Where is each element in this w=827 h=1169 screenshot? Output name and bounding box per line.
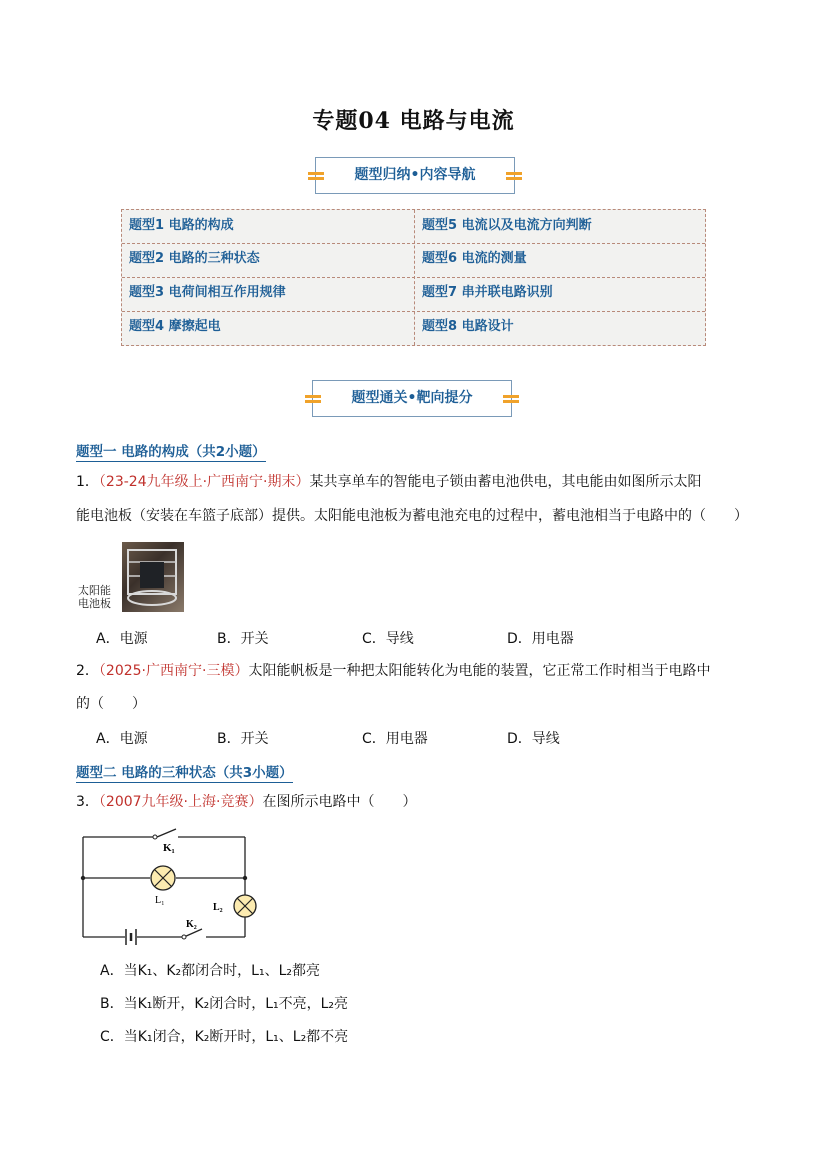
page-title: 专题04 电路与电流 — [312, 108, 515, 134]
circuit-diagram — [78, 825, 263, 945]
photo-caption-line: 电池板 — [78, 597, 111, 610]
q3-option-b[interactable]: B．当K₁断开，K₂闭合时，L₁不亮，L₂亮 — [100, 996, 349, 1012]
label-k2: K₂ — [186, 919, 197, 930]
q1-option-d[interactable]: D．用电器 — [507, 631, 574, 647]
photo-caption-line: 太阳能 — [78, 584, 111, 597]
bike-basket-image — [122, 542, 184, 612]
lamp-l1 — [151, 866, 175, 890]
question-text: 某共享单车的智能电子锁由蓄电池供电，其电能由如图所示太阳 — [309, 474, 702, 490]
nav-banner-label: 题型归纳•内容导航 — [354, 167, 476, 183]
section-heading-1: 题型一 电路的构成（共2小题） — [76, 440, 266, 462]
q1-option-a[interactable]: A．电源 — [96, 631, 148, 647]
question-number: 2． — [76, 663, 99, 679]
section-heading-2: 题型二 电路的三种状态（共3小题） — [76, 761, 293, 783]
question-source: （23-24九年级上·广西南宁·期末） — [98, 474, 310, 490]
nav-item-topic-1[interactable]: 题型1 电路的构成 — [129, 218, 234, 233]
photo-caption — [78, 584, 111, 610]
q2-option-d[interactable]: D．导线 — [507, 731, 560, 747]
nav-item-topic-4[interactable]: 题型4 摩擦起电 — [129, 319, 221, 334]
nav-item-topic-7[interactable]: 题型7 串并联电路识别 — [422, 285, 553, 300]
solar-panel-photo — [122, 542, 184, 612]
q2-option-c[interactable]: C．用电器 — [362, 731, 428, 747]
topic-navigation-table — [121, 209, 706, 346]
switch-k1 — [157, 829, 176, 837]
question-2-continued: 的（ ） — [76, 696, 146, 712]
question-1-continued: 能电池板（安装在车篮子底部）提供。太阳能电池板为蓄电池充电的过程中，蓄电池相当于电路中的（ ） — [76, 508, 748, 524]
question-1 — [76, 471, 756, 493]
question-source: （2007九年级·上海·竞赛） — [98, 794, 263, 810]
banner-decoration-right — [506, 170, 522, 182]
nav-banner — [315, 157, 515, 194]
question-text: 太阳能帆板是一种把太阳能转化为电能的装置，它正常工作时相当于电路中 — [248, 663, 711, 679]
switch-k2 — [184, 929, 202, 937]
banner-decoration-left — [308, 170, 324, 182]
lamp-l2 — [234, 895, 256, 917]
nav-item-topic-2[interactable]: 题型2 电路的三种状态 — [129, 251, 260, 266]
question-3 — [76, 791, 416, 813]
nav-item-topic-3[interactable]: 题型3 电荷间相互作用规律 — [129, 285, 286, 300]
label-l1: L₁ — [155, 895, 165, 906]
q2-option-b[interactable]: B．开关 — [217, 731, 269, 747]
nav-item-topic-8[interactable]: 题型8 电路设计 — [422, 319, 514, 334]
banner-decoration-right — [503, 393, 519, 405]
practice-banner — [312, 380, 512, 417]
q3-option-a[interactable]: A．当K₁、K₂都闭合时，L₁、L₂都亮 — [100, 963, 320, 979]
q2-option-a[interactable]: A．电源 — [96, 731, 148, 747]
nav-item-topic-5[interactable]: 题型5 电流以及电流方向判断 — [422, 218, 592, 233]
question-2 — [76, 660, 766, 682]
practice-banner-label: 题型通关•靶向提分 — [351, 390, 473, 406]
nav-item-topic-6[interactable]: 题型6 电流的测量 — [422, 251, 527, 266]
q1-option-b[interactable]: B．开关 — [217, 631, 269, 647]
question-source: （2025·广西南宁·三模） — [98, 663, 249, 679]
banner-decoration-left — [305, 393, 321, 405]
question-text: 在图所示电路中（ ） — [262, 794, 417, 810]
label-k1: K₁ — [163, 842, 175, 854]
label-l2: L₂ — [213, 902, 223, 913]
question-number: 1． — [76, 474, 99, 490]
q1-option-c[interactable]: C．导线 — [362, 631, 414, 647]
q3-option-c[interactable]: C．当K₁闭合，K₂断开时，L₁、L₂都不亮 — [100, 1029, 349, 1045]
question-number: 3． — [76, 794, 99, 810]
